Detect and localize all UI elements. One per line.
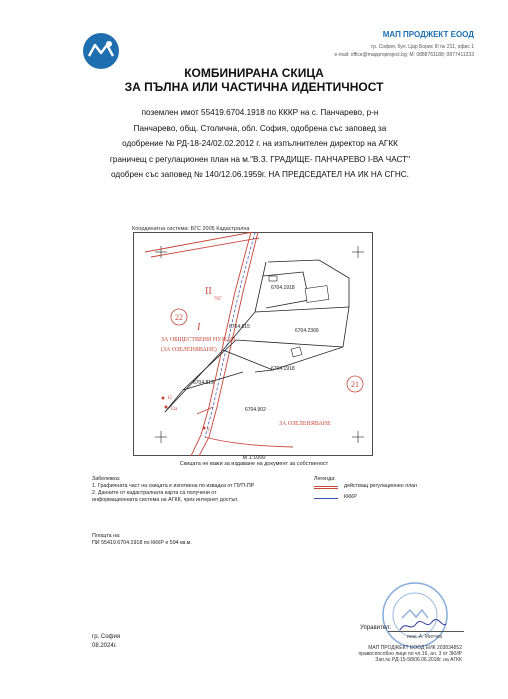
notes-title: Забележка: (92, 476, 121, 482)
legend-label: действащ регулационен план (344, 483, 418, 489)
legend (292, 476, 442, 505)
point-label: 12а (170, 407, 178, 412)
engineer-name: инж. А. Митчев (407, 634, 443, 640)
point-label: 15 (167, 396, 172, 401)
property-description (60, 105, 460, 183)
cadastral-map (133, 232, 373, 456)
legend-line-swatch (314, 488, 338, 489)
footer-line: Зап.№ РД-15-58/06.06.2018г. на АГКК (375, 657, 462, 664)
company-footer (359, 645, 462, 664)
parcel-id: 6704.815 (229, 324, 250, 330)
description-line: поземлен имот 55419.6704.1918 по КККР на с. Панчарево, р-н (141, 108, 379, 117)
regulation-lines (145, 232, 293, 456)
note-item: 2. Данните от кадастралната карта са получени от (92, 490, 217, 496)
regulation-point (203, 427, 206, 430)
area-text: ПИ 55419.6704.1918 по КККР е 594 кв.м. (92, 540, 192, 546)
regulation-point (165, 406, 168, 409)
block-i-label: I (197, 322, 201, 333)
footer-line: правоспособно лице по чл.16, ал. 3 от ЗКИР (358, 651, 462, 658)
description-line: Панчарево, общ. Столична, обл. София, одобрена със заповед за (133, 123, 387, 133)
place: гр. София (92, 634, 121, 640)
description-line: граничещ с регулационен план на м."В.З. ГРАДИЩЕ- ПАНЧАРЕВО I-ВА ЧАСТ" (109, 154, 411, 164)
legend-line-swatch (314, 498, 338, 499)
legend-line-swatch (314, 486, 338, 487)
area-block (92, 533, 192, 547)
map-scale: М 1:1000 (242, 455, 266, 461)
legend-item (292, 483, 442, 494)
greening-label: (ЗА ОЗЕЛЕНЯВАНЕ) (161, 347, 217, 353)
company-address: гр. София, бул. Цар Борис III № 211, офис 1 (371, 44, 474, 50)
notes-block (92, 476, 254, 504)
grid-cross (155, 431, 167, 443)
circle-22-label: 22 (175, 313, 183, 322)
grid-cross (352, 246, 364, 258)
scale-note: Скицата не важи за издаване на документ за собственост (179, 461, 329, 467)
description-line: одобрение № РД-18-24/02.02.2012 г. на изпълнителен директор на АГКК (122, 139, 398, 148)
handwritten-signature (398, 618, 448, 634)
plot-ii-number: 707 (214, 297, 222, 302)
place-date (92, 633, 120, 651)
company-contact: e-mail: office@mapproproject.bg; M: 0888761188; 0877411233 (334, 52, 474, 58)
parcel-id: 6704.819 (193, 380, 214, 386)
coordinate-system: Координатна система: БГС 2005 Кадастрална (132, 226, 250, 232)
parcel-id: 6704.2366 (295, 328, 319, 334)
parcel-id: 6704.902 (245, 407, 266, 413)
public-needs-label: ЗА ОБЩЕСТВЕНИ НУЖДИ (161, 337, 236, 343)
plot-ii-label: II (205, 286, 212, 297)
company-name: МАП ПРОДЖЕКТ ЕООД (382, 30, 474, 39)
regulation-point (162, 397, 165, 400)
greening-label: ЗА ОЗЕЛЕНЯВАНЕ (279, 421, 331, 427)
note-item: информационната система на АГКК, чрез интернет достъп. (92, 497, 239, 503)
note-item: 1. Графичната част на скицата е изготвена по извадка от ПУП-ПР (92, 483, 255, 489)
parcel-id: 6704.1918 (271, 366, 295, 372)
point-label: 9 (207, 428, 210, 433)
company-logo (82, 32, 120, 70)
parcel-id: 6704.1918 (271, 285, 295, 291)
description-line: одобрен със заповед № 140/12.06.1959г. НА ПРЕДСЕДАТЕЛ НА ИК НА СГНС. (111, 170, 409, 179)
footer-line: МАП ПРОДЖЕКТ ЕООД ЕИК 203834852 (368, 645, 462, 651)
grid-cross (352, 431, 364, 443)
legend-item (292, 494, 442, 505)
document-subtitle: ЗА ПЪЛНА ИЛИ ЧАСТИЧНА ИДЕНТИЧНОСТ (124, 80, 384, 94)
document-title: КОМБИНИРАНА СКИЦА (184, 66, 324, 80)
legend-label: КККР (344, 494, 357, 500)
legend-title: Легенда: (314, 476, 336, 482)
cadastre-lines (165, 260, 349, 412)
area-title: Площта на: (92, 533, 121, 539)
date: 08.2024г. (92, 643, 117, 649)
manager-label: Управител: (360, 625, 391, 631)
circle-21-label: 21 (351, 380, 359, 389)
